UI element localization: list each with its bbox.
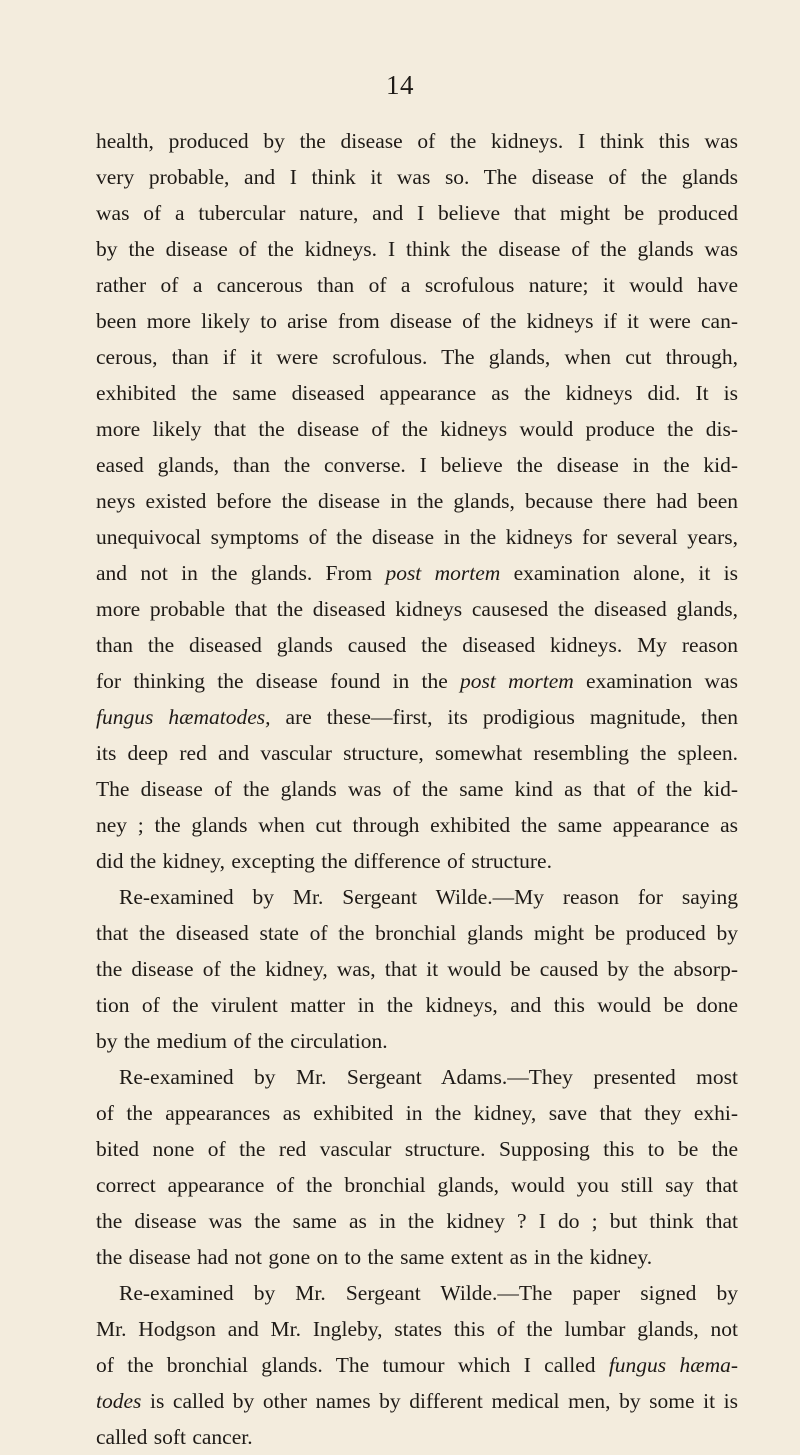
text-line [96,555,738,591]
text-line [96,483,738,519]
line-text: very probable, and I think it was so. The disease of the glands [96,165,738,189]
line-text: is called by other names by different medical men, by some it is [141,1389,738,1413]
line-text: exhibited the same diseased appearance as the kidneys did. It is [96,381,738,405]
text-line [96,519,738,555]
line-text: neys existed before the disease in the glands, because there had been [96,489,738,513]
text-line [96,447,738,483]
text-line [96,1347,738,1383]
text-line [96,1419,738,1455]
text-line [96,663,738,699]
text-line [96,411,738,447]
text-line [96,879,738,915]
text-line [96,1167,738,1203]
line-text: by the disease of the kidneys. I think the disease of the glands was [96,237,738,261]
line-text: examination alone, it is [500,561,738,585]
text-line [96,1239,738,1275]
line-text: Re-examined by Mr. Sergeant Wilde.—My reason for saying [119,885,738,909]
text-line [96,159,738,195]
line-text: did the kidney, excepting the difference of structure. [96,849,552,873]
text-line [96,915,738,951]
line-text: health, produced by the disease of the kidneys. I think this was [96,129,738,153]
text-line [96,735,738,771]
line-text: The disease of the glands was of the same kind as that of the kid- [96,777,738,801]
text-line [96,951,738,987]
italic-term: post mortem [385,561,501,585]
line-text: bited none of the red vascular structure. Supposing this to be the [96,1137,738,1161]
line-text: that the diseased state of the bronchial glands might be produced by [96,921,738,945]
line-text: eased glands, than the converse. I believe the disease in the kid- [96,453,738,477]
line-text: the disease of the kidney, was, that it would be caused by the absorp- [96,957,738,981]
line-text: correct appearance of the bronchial glands, would you still say that [96,1173,738,1197]
line-text: of the appearances as exhibited in the kidney, save that they exhi- [96,1101,738,1125]
line-text: for thinking the disease found in the [96,669,460,693]
line-text: called soft cancer. [96,1425,253,1449]
line-text: and not in the glands. From [96,561,386,585]
paragraph [96,879,738,1059]
line-text: was of a tubercular nature, and I believe that might be produced [96,201,738,225]
line-text: been more likely to arise from disease of the kidneys if it were can- [96,309,738,333]
line-text: the disease was the same as in the kidney ? I do ; but think that [96,1209,738,1233]
text-line [96,339,738,375]
italic-term: fungus hæmatodes, [96,705,271,729]
text-line [96,1023,738,1059]
line-text: Re-examined by Mr. Sergeant Wilde.—The paper signed by [119,1281,738,1305]
italic-term: fungus hæma- [608,1353,739,1377]
line-text: of the bronchial glands. The tumour which I called [96,1353,609,1377]
line-text: Re-examined by Mr. Sergeant Adams.—They presented most [119,1065,738,1089]
line-text: more likely that the disease of the kidneys would produce the dis- [96,417,738,441]
text-line [96,267,738,303]
text-line [96,627,738,663]
line-text: rather of a cancerous than of a scrofulous nature; it would have [96,273,738,297]
italic-term: post mortem [460,669,574,693]
paragraph [96,1275,738,1455]
text-line [96,123,738,159]
line-text: unequivocal symptoms of the disease in the kidneys for several years, [96,525,738,549]
italic-term: todes [96,1389,142,1413]
text-line [96,375,738,411]
line-text: than the diseased glands caused the diseased kidneys. My reason [96,633,738,657]
page-text [96,123,738,1455]
text-line [96,1203,738,1239]
text-line [96,1131,738,1167]
text-line [96,195,738,231]
line-text: tion of the virulent matter in the kidneys, and this would be done [96,993,738,1017]
text-line [96,1275,738,1311]
text-line [96,303,738,339]
text-line [96,987,738,1023]
text-line [96,231,738,267]
line-text: more probable that the diseased kidneys causesed the diseased glands, [96,597,738,621]
line-text: its deep red and vascular structure, somewhat resembling the spleen. [96,741,738,765]
text-line [96,807,738,843]
line-text: examination was [573,669,738,693]
line-text: cerous, than if it were scrofulous. The glands, when cut through, [96,345,738,369]
text-line [96,1311,738,1347]
text-line [96,771,738,807]
line-text: are these—first, its prodigious magnitude, then [270,705,738,729]
text-line [96,843,738,879]
text-line [96,1059,738,1095]
paragraph [96,123,738,879]
paragraph [96,1059,738,1275]
text-line [96,591,738,627]
text-line [96,1095,738,1131]
page-number: 14 [386,70,414,100]
text-line [96,699,738,735]
line-text: by the medium of the circulation. [96,1029,388,1053]
text-line [96,1383,738,1419]
line-text: the disease had not gone on to the same extent as in the kidney. [96,1245,653,1269]
line-text: ney ; the glands when cut through exhibited the same appearance as [96,813,738,837]
line-text: Mr. Hodgson and Mr. Ingleby, states this of the lumbar glands, not [96,1317,738,1341]
